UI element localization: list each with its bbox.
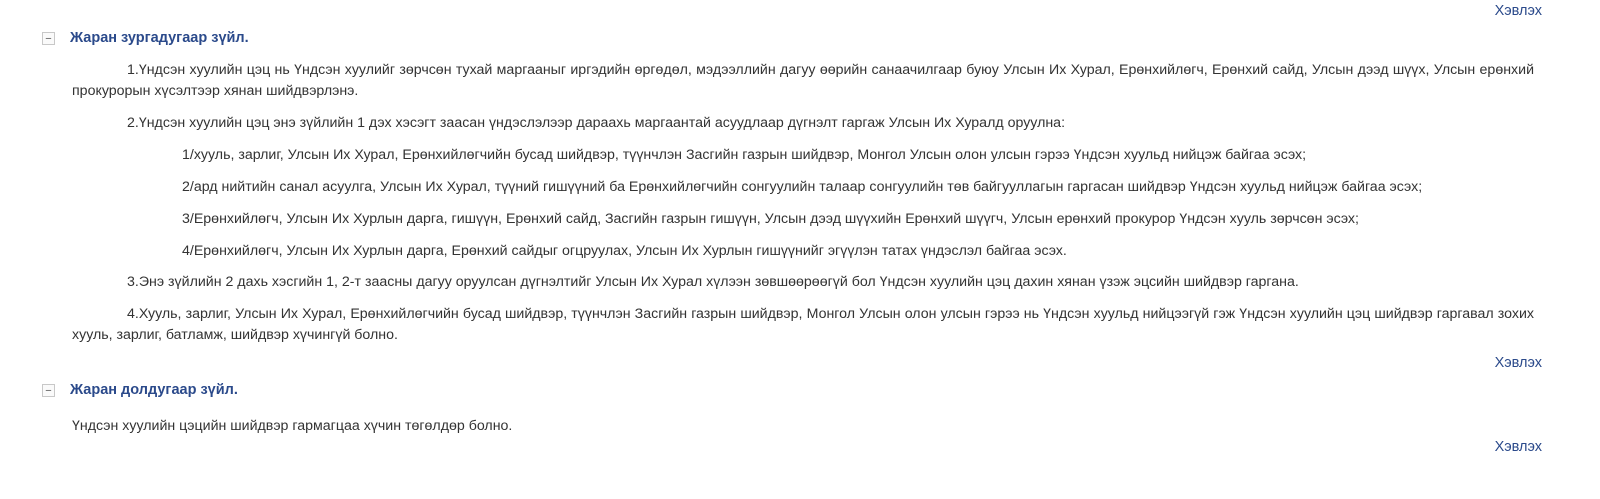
print-link[interactable]: Хэвлэх: [1494, 439, 1542, 455]
article-66-subitem-3: 3/Ерөнхийлөгч, Улсын Их Хурлын дарга, гишүүн, Ерөнхий сайд, Засгийн газрын гишүүн, Улсын дээд шүүхийн Ерөнхий шүүгч, Улсын ерөнхий прокурор Үндсэн хууль зөрчсөн эсэх;: [182, 211, 1359, 227]
article-66-paragraph-2: 2.Үндсэн хуулийн цэц энэ зүйлийн 1 дэх хэсэгт заасан үндэслэлээр дараахь маргаантай асуудлаар дүгнэлт гаргаж Улсын Их Хуралд оруулна:: [127, 115, 1066, 131]
article-66-subitem-4: 4/Ерөнхийлөгч, Улсын Их Хурлын дарга, Ерөнхий сайдыг огцруулах, Улсын Их Хурлын гишүүнийг эгүүлэн татах үндэслэл байгаа эсэх.: [182, 243, 1067, 259]
article-66-title[interactable]: Жаран зургадугаар зүйл.: [70, 30, 249, 46]
article-66-header: [42, 30, 249, 46]
print-link[interactable]: Хэвлэх: [1494, 355, 1542, 371]
article-67-header: [42, 382, 238, 398]
article-66-paragraph-3: 3.Энэ зүйлийн 2 дахь хэсгийн 1, 2-т заасны дагуу оруулсан дүгнэлтийг Улсын Их Хурал хүлээн зөвшөөрөөгүй бол Үндсэн хуулийн цэц дахин хянан үзэж эцсийн шийдвэр гаргана.: [127, 274, 1299, 290]
article-66-subitem-1: 1/хууль, зарлиг, Улсын Их Хурал, Ерөнхийлөгчийн бусад шийдвэр, түүнчлэн Засгийн газрын шийдвэр, Монгол Улсын олон улсын гэрээ Үндсэн хуульд нийцэж байгаа эсэх;: [182, 147, 1307, 163]
article-66-paragraph-4: 4.Хууль, зарлиг, Улсын Их Хурал, Ерөнхийлөгчийн бусад шийдвэр, түүнчлэн Засгийн газрын шийдвэр, Монгол Улсын олон улсын гэрээ нь Үндсэн хуульд нийцээгүй гэж Үндсэн хуулийн цэц шийдвэр гаргавал зохих хууль, зарлиг, батламж, шийдвэр хүчингүй болно.: [72, 306, 1534, 343]
collapse-toggle-icon[interactable]: −: [42, 32, 55, 45]
collapse-toggle-icon[interactable]: −: [42, 384, 55, 397]
article-67-paragraph-1: Үндсэн хуулийн цэцийн шийдвэр гармагцаа хүчин төгөлдөр болно.: [72, 418, 513, 434]
article-66-subitem-2: 2/ард нийтийн санал асуулга, Улсын Их Хурал, түүний гишүүний ба Ерөнхийлөгчийн сонгуулийн талаар сонгуулийн төв байгууллагын гаргасан шийдвэр Үндсэн хуульд нийцэж байгаа эсэх;: [182, 179, 1423, 195]
print-link[interactable]: Хэвлэх: [1494, 3, 1542, 19]
article-67-title[interactable]: Жаран долдугаар зүйл.: [70, 382, 238, 398]
article-66-paragraph-1: 1.Үндсэн хуулийн цэц нь Үндсэн хуулийг зөрчсөн тухай маргааныг иргэдийн өргөдөл, мэдээллийн дагуу өөрийн санаачилгаар буюу Улсын Их Хурал, Ерөнхийлөгч, Ерөнхий сайд, Улсын дээд шүүх, Улсын ерөнхий прокурорын хүсэлтээр хянан шийдвэрлэнэ.: [72, 62, 1534, 99]
